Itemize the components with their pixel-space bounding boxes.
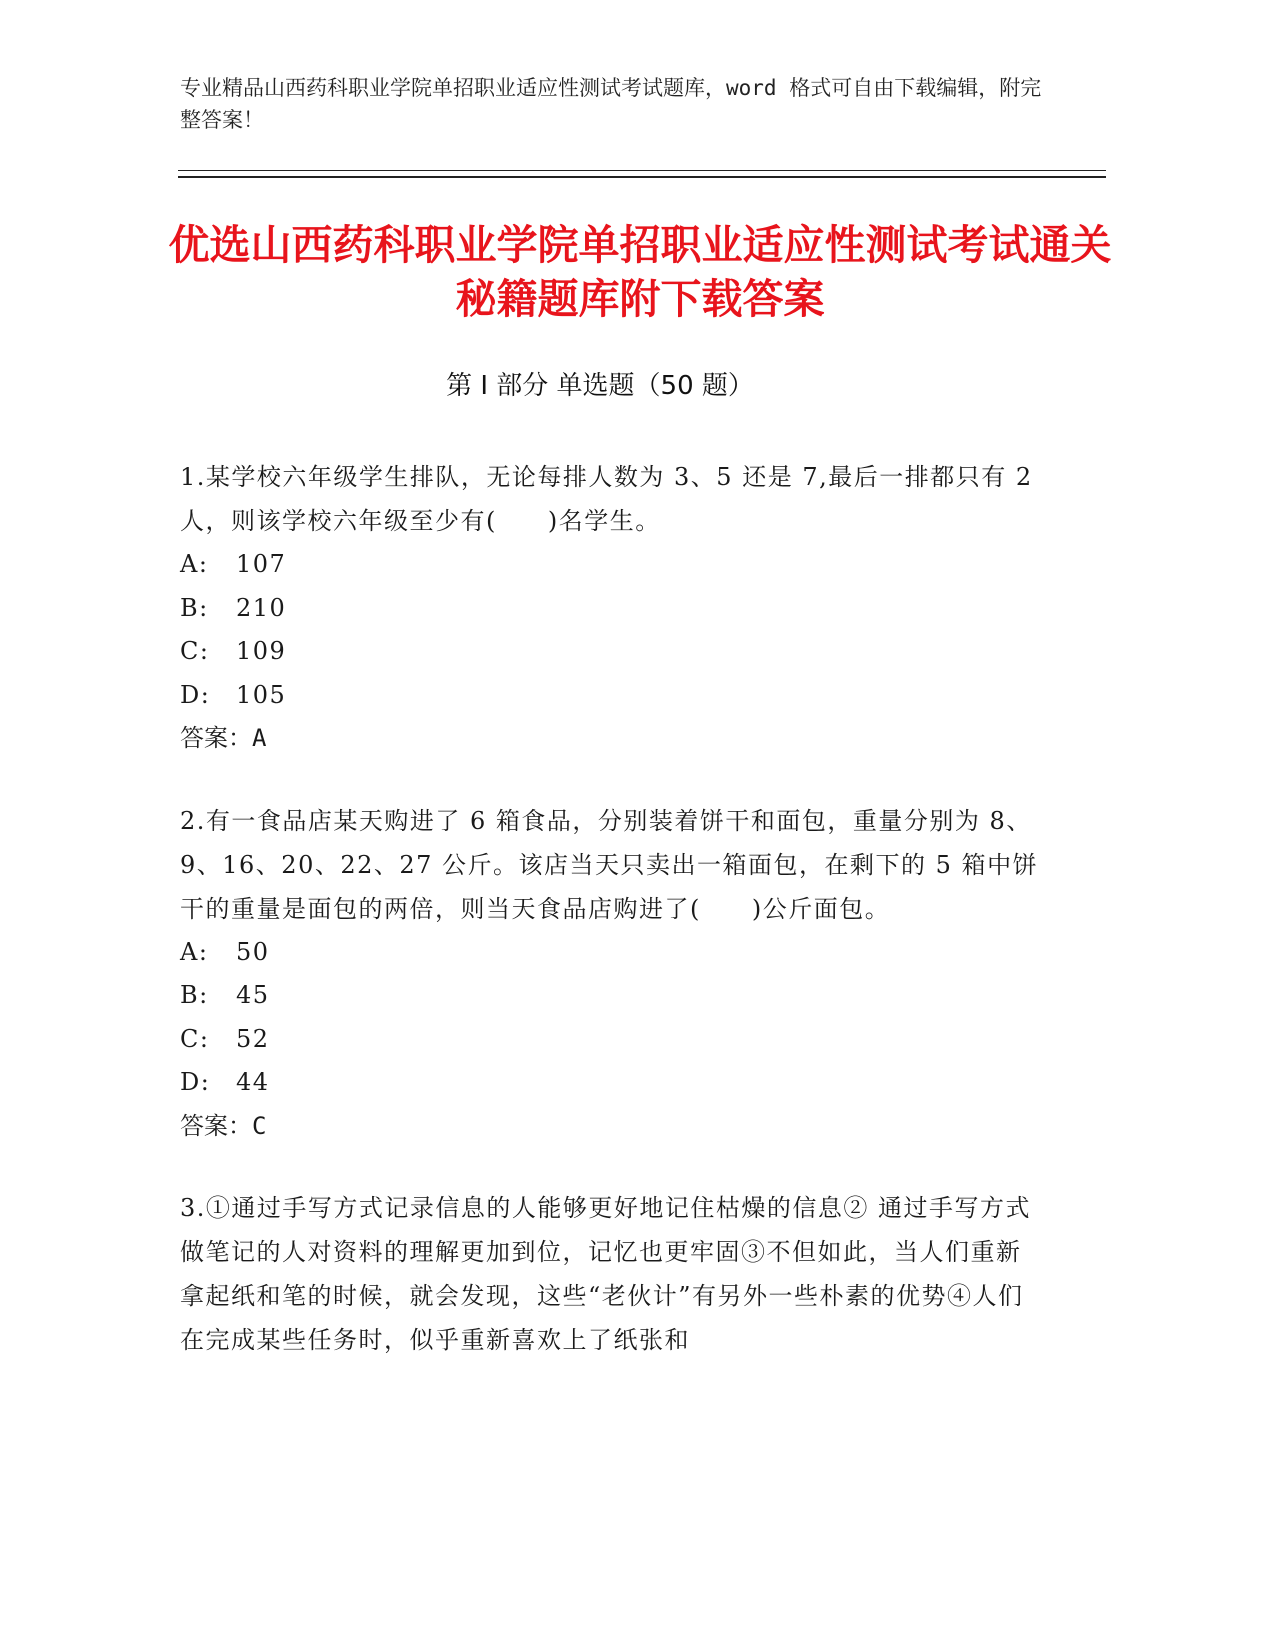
option-key: B: [180, 593, 209, 622]
question-3 [180, 1186, 1040, 1362]
option-a [180, 543, 1040, 587]
option-key: B: [180, 981, 209, 1009]
option-c [180, 1018, 1040, 1062]
answer-value: C [252, 1111, 267, 1140]
option-d [180, 1061, 1040, 1105]
option-b [180, 974, 1040, 1018]
option-key: A: [180, 550, 209, 578]
answer-line [180, 717, 1040, 761]
option-value: 52 [236, 1024, 270, 1053]
option-key: D: [180, 680, 211, 709]
section-title: 第 I 部分 单选题（50 题） [446, 371, 754, 401]
answer-label: 答案： [180, 1111, 252, 1140]
header-divider [178, 170, 1106, 171]
option-a [180, 931, 1040, 975]
option-value: 107 [236, 550, 287, 578]
header-note: 专业精品山西药科职业学院单招职业适应性测试考试题库，word 格式可自由下载编辑，附完整答案！ [180, 76, 1042, 132]
question-text: 1.某学校六年级学生排队，无论每排人数为 3、5 还是 7,最后一排都只有 2 人，则该学校六年级至少有( )名学生。 [180, 463, 1033, 535]
option-b [180, 587, 1040, 631]
option-value: 50 [236, 937, 270, 966]
option-d [180, 674, 1040, 718]
option-key: C: [180, 1024, 210, 1053]
question-2 [180, 799, 1040, 1149]
header-divider-thick [178, 176, 1106, 178]
option-key: D: [180, 1068, 211, 1096]
answer-value: A [252, 724, 267, 752]
option-value: 44 [236, 1068, 270, 1096]
option-key: C: [180, 637, 210, 665]
question-text: 3.①通过手写方式记录信息的人能够更好地记住枯燥的信息② 通过手写方式做笔记的人对资料的理解更加到位，记忆也更牢固③不但如此，当人们重新拿起纸和笔的时候，就会发现，这些“老伙计”有另外一些朴素的优势④人们在完成某些任务时，似乎重新喜欢上了纸张和 [180, 1194, 1032, 1354]
question-text: 2.有一食品店某天购进了 6 箱食品，分别装着饼干和面包，重量分别为 8、9、16、20、22、27 公斤。该店当天只卖出一箱面包，在剩下的 5 箱中饼干的重量是面包的两倍，则当天食品店购进了( )公斤面包。 [180, 806, 1039, 923]
document-title: 优选山西药科职业学院单招职业适应性测试考试通关秘籍题库附下载答案 [168, 221, 1112, 323]
option-c [180, 630, 1040, 674]
answer-label: 答案： [180, 724, 252, 752]
option-key: A: [180, 937, 209, 966]
option-value: 105 [236, 680, 287, 709]
option-value: 210 [236, 593, 287, 622]
option-value: 109 [236, 637, 287, 665]
question-1 [180, 455, 1040, 761]
answer-line [180, 1105, 1040, 1149]
question-list [180, 455, 1040, 1400]
option-value: 45 [236, 981, 270, 1009]
